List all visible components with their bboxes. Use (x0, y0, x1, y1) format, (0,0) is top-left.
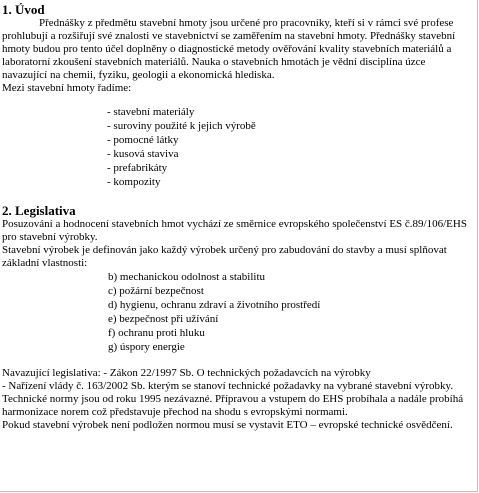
list-item: f) ochranu proti hluku (108, 327, 205, 339)
legislation-line: Navazující legislativa: - Zákon 22/1997 Sb. O technických požadavcích na výrobky (2, 367, 371, 379)
intro-paragraph: Přednášky z předmětu stavební hmoty jsou určené pro pracovníky, kteří si v rámci své profese prohlubují a rozšiřují své znalosti ve stavebnictví se zaměřením na stavební hmoty. Přednášky stavební hmoty budou pro tento účel doplněny o diagnostické metody ověřování kvality stavebních materiálů a laboratorní zkoušení stavebních materiálů. Nauka o stavebních hmotách je vědní disciplína úzce navazující na chemii, fyziku, geologii a ekonomická hlediska. (2, 17, 456, 81)
properties-list (2, 270, 472, 354)
spacer (2, 189, 472, 203)
list-item: - pomocné látky (107, 134, 179, 146)
directive-paragraph: Posuzování a hodnocení stavebních hmot vychází ze směrnice evropského společenství ES č.89/106/EHS pro stavební výrobky. (2, 218, 467, 243)
section-heading-uvod: 1. Úvod (2, 2, 45, 17)
definition-paragraph: Stavební výrobek je definován jako každý výrobek určený pro zabudování do stavby a musí splňovat základní vlastnosti: (2, 244, 447, 269)
list-item: c) požární bezpečnost (108, 285, 204, 297)
eto-paragraph: Pokud stavební výrobek není podložen normou musí se vystavit ETO – evropské technické osvědčení. (2, 419, 453, 431)
section-heading-legislativa: 2. Legislativa (2, 203, 76, 218)
list-item: - kompozity (107, 176, 161, 188)
list-intro: Mezi stavební hmoty řadíme: (2, 82, 132, 94)
material-list (2, 105, 472, 189)
list-item: b) mechanickou odolnost a stabilitu (108, 271, 266, 283)
legislation-line: - Nařízení vlády č. 163/2002 Sb. kterým se stanoví technické požadavky na vybrané stavební výrobky. (2, 380, 454, 392)
list-item: - kusová staviva (107, 148, 179, 160)
list-item: - prefabrikáty (107, 162, 168, 174)
standards-paragraph: Technické normy jsou od roku 1995 nezávazné. Přípravou a vstupem do EHS probíhala a nadále probíhá harmonizace norem což představuje přechod na shodu s evropskými normami. (2, 393, 464, 418)
list-item: e) bezpečnost při užívání (108, 313, 219, 325)
spacer (2, 354, 472, 367)
document-body (2, 2, 472, 432)
list-item: d) hygienu, ochranu zdraví a životního prostředí (108, 299, 321, 311)
list-item: - stavební materiály (107, 106, 195, 118)
list-item: - suroviny použité k jejich výrobě (107, 120, 256, 132)
list-item: g) úspory energie (108, 341, 185, 353)
